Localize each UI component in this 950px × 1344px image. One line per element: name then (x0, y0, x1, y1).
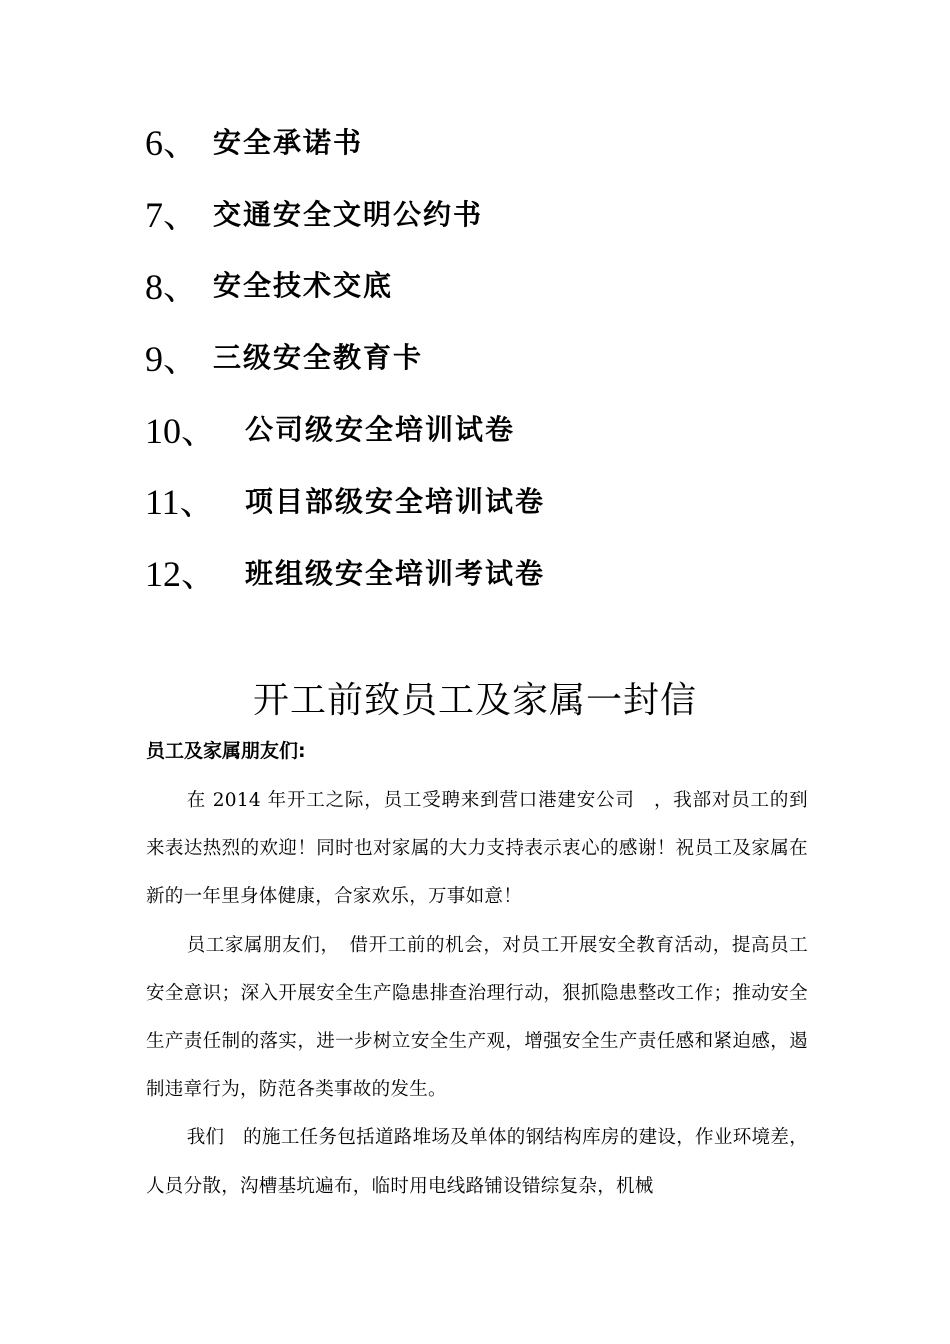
toc-item (145, 464, 845, 536)
toc-item-title: 交通安全文明公约书 (213, 197, 484, 231)
table-of-contents (145, 105, 845, 608)
toc-item-number: 6、 (145, 123, 200, 164)
letter-salutation: 员工及家属朋友们: (146, 740, 306, 762)
toc-item (145, 105, 845, 177)
toc-item (145, 320, 845, 392)
toc-item (145, 392, 845, 464)
toc-item-number: 9、 (145, 338, 200, 379)
toc-item-title: 班组级安全培训考试卷 (245, 556, 546, 590)
toc-item-number: 12、 (145, 554, 218, 595)
toc-item-number: 8、 (145, 266, 200, 307)
letter-paragraph: 在 2014 年开工之际，员工受聘来到营口港建安公司 ，我部对员工的到来表达热烈的欢迎！同时也对家属的大力支持表示衷心的感谢！祝员工及家属在新的一年里身体健康，合家欢乐，万事如意！ (146, 790, 808, 908)
toc-item-number: 11、 (145, 482, 216, 523)
toc-item-number: 10、 (145, 410, 218, 451)
letter-paragraph: 我们 的施工任务包括道路堆场及单体的钢结构库房的建设，作业环境差，人员分散，沟槽基坑遍布，临时用电线路铺设错综复杂，机械 (146, 1127, 808, 1197)
toc-item (145, 536, 845, 608)
toc-item-title: 安全承诺书 (213, 125, 364, 159)
toc-item-title: 项目部级安全培训试卷 (245, 484, 546, 518)
toc-item-title: 安全技术交底 (213, 269, 394, 303)
toc-item-title: 三级安全教育卡 (213, 341, 424, 375)
toc-item (145, 177, 845, 249)
toc-item-number: 7、 (145, 195, 200, 236)
letter-body (146, 777, 808, 1211)
toc-item-title: 公司级安全培训试卷 (245, 413, 516, 447)
letter-paragraph: 员工家属朋友们， 借开工前的机会，对员工开展安全教育活动，提高员工安全意识；深入开展安全生产隐患排查治理行动，狠抓隐患整改工作；推动安全生产责任制的落实，进一步树立安全生产观，增强安全生产责任感和紧迫感，遏制违章行为，防范各类事故的发生。 (146, 934, 808, 1101)
toc-item (145, 249, 845, 321)
letter-title: 开工前致员工及家属一封信 (252, 680, 697, 721)
